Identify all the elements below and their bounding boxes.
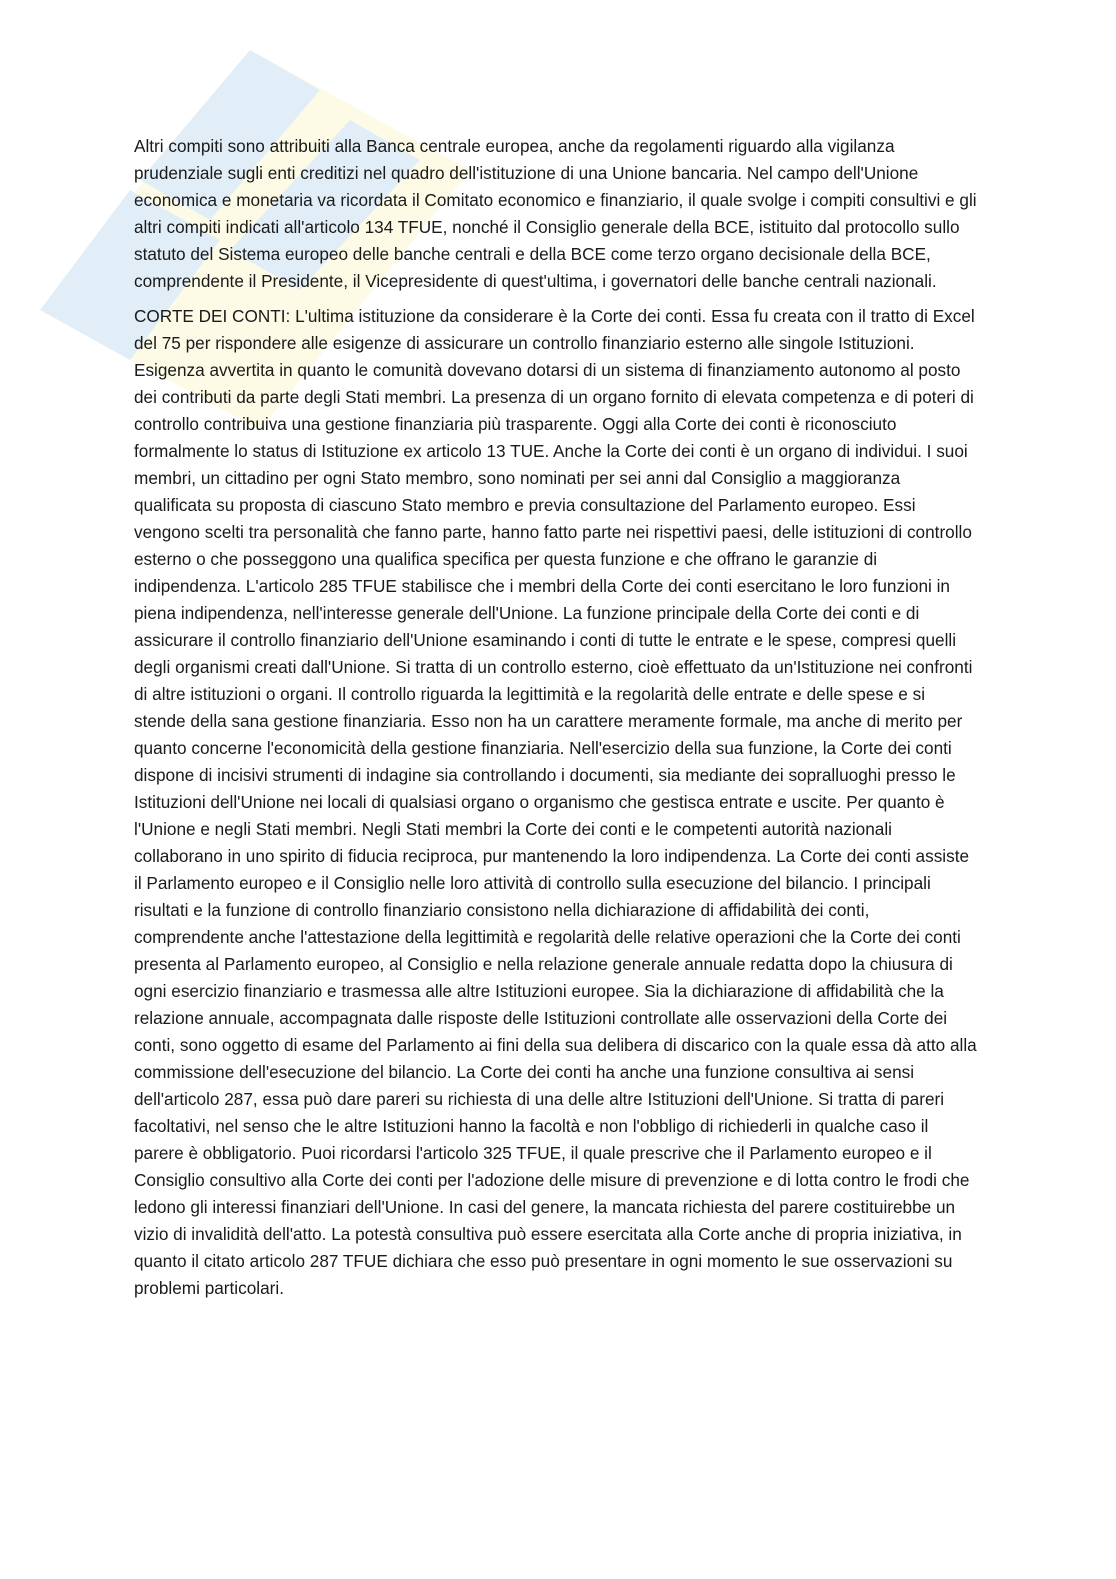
paragraph-banca-centrale bbox=[134, 133, 979, 295]
paragraph-corte-dei-conti bbox=[134, 303, 979, 1302]
paragraph-text: Altri compiti sono attribuiti alla Banca centrale europea, anche da regolamenti riguardo alla vigilanza prudenziale sugli enti creditizi nel quadro dell'istituzione di una Unione bancaria. Nel campo dell'Unione economica e monetaria va ricordata il Comitato economico e finanziario, il quale svolge i compiti consultivi e gli altri compiti indicati all'articolo 134 TFUE, nonché il Consiglio generale della BCE, istituito dal protocollo sullo statuto del Sistema europeo delle banche centrali e della BCE come terzo organo decisionale della BCE, comprendente il Presidente, il Vicepresidente di quest'ultima, i governatori delle banche centrali nazionali. bbox=[134, 136, 977, 291]
paragraph-text: CORTE DEI CONTI: L'ultima istituzione da considerare è la Corte dei conti. Essa fu creata con il tratto di Excel del 75 per rispondere alle esigenze di assicurare un controllo finanziario esterno alle singole Istituzioni. Esigenza avvertita in quanto le comunità dovevano dotarsi di un sistema di finanziamento autonomo al posto dei contributi da parte degli Stati membri. La presenza di un organo fornito di elevata competenza e di poteri di controllo contribuiva una gestione finanziaria più trasparente. Oggi alla Corte dei conti è riconosciuto formalmente lo status di Istituzione ex articolo 13 TUE. Anche la Corte dei conti è un organo di individui. I suoi membri, un cittadino per ogni Stato membro, sono nominati per sei anni dal Consiglio a maggioranza qualificata su proposta di ciascuno Stato membro e previa consultazione del Parlamento europeo. Essi vengono scelti tra personalità che fanno parte, hanno fatto parte nei rispettivi paesi, delle istituzioni di controllo esterno o che posseggono una qualifica specifica per questa funzione e che offrano le garanzie di indipendenza. L'articolo 285 TFUE stabilisce che i membri della Corte dei conti esercitano le loro funzioni in piena indipendenza, nell'interesse generale dell'Unione. La funzione principale della Corte dei conti e di assicurare il controllo finanziario dell'Unione esaminando i conti di tutte le entrate e le spese, compresi quelli degli organismi creati dall'Unione. Si tratta di un controllo esterno, cioè effettuato da un'Istituzione nei confronti di altre istituzioni o organi. Il controllo riguarda la legittimità e la regolarità delle entrate e delle spese e si stende della sana gestione finanziaria. Esso non ha un carattere meramente formale, ma anche di merito per quanto concerne l'economicità della gestione finanziaria. Nell'esercizio della sua funzione, la Corte dei conti dispone di incisivi strumenti di indagine sia controllando i documenti, sia mediante dei sopralluoghi presso le Istituzioni dell'Unione nei locali di qualsiasi organo o organismo che gestisca entrate e uscite. Per quanto è l'Unione e negli Stati membri. Negli Stati membri la Corte dei conti e le competenti autorità nazionali collaborano in uno spirito di fiducia reciproca, pur mantenendo la loro indipendenza. La Corte dei conti assiste il Parlamento europeo e il Consiglio nelle loro attività di controllo sulla esecuzione del bilancio. I principali risultati e la funzione di controllo finanziario consistono nella dichiarazione di affidabilità dei conti, comprendente anche l'attestazione della legittimità e regolarità delle relative operazioni che la Corte dei conti presenta al Parlamento europeo, al Consiglio e nella relazione generale annuale redatta dopo la chiusura di ogni esercizio finanziario e trasmessa alle altre Istituzioni europee. Sia la dichiarazione di affidabilità che la relazione annuale, accompagnata dalle risposte delle Istituzioni controllate alle osservazioni della Corte dei conti, sono oggetto di esame del Parlamento ai fini della sua delibera di discarico con la quale essa dà atto alla commissione dell'esecuzione del bilancio. La Corte dei conti ha anche una funzione consultiva ai sensi dell'articolo 287, essa può dare pareri su richiesta di una delle altre Istituzioni dell'Unione. Si tratta di pareri facoltativi, nel senso che le altre Istituzioni hanno la facoltà e non l'obbligo di richiederli in qualche caso il parere è obbligatorio. Puoi ricordarsi l'articolo 325 TFUE, il quale prescrive che il Parlamento europeo e il Consiglio consultivo alla Corte dei conti per l'adozione delle misure di prevenzione e di lotta contro le frodi che ledono gli interessi finanziari dell'Unione. In casi del genere, la mancata richiesta del parere costituirebbe un vizio di invalidità dell'atto. La potestà consultiva può essere esercitata alla Corte anche di propria iniziativa, in quanto il citato articolo 287 TFUE dichiara che esso può presentare in ogni momento le sue osservazioni su problemi particolari. bbox=[134, 306, 977, 1298]
document-body bbox=[134, 133, 979, 1310]
